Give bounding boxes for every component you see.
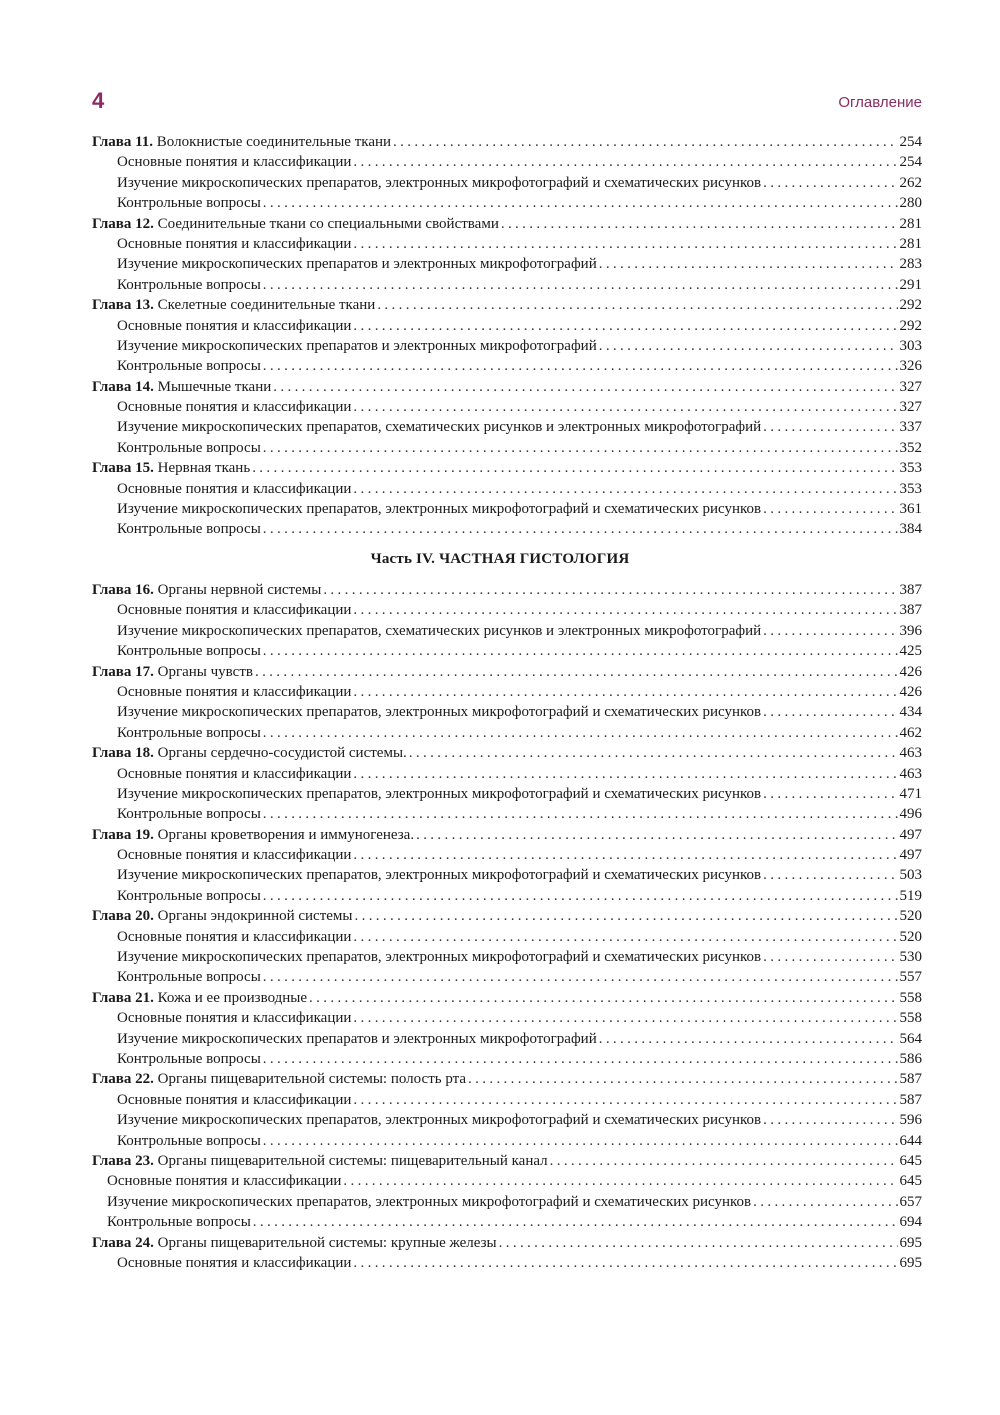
toc-entry-label	[117, 1029, 597, 1049]
dot-leader	[599, 336, 898, 356]
toc-entry-label	[92, 214, 499, 234]
dot-leader	[353, 397, 897, 417]
dot-leader	[263, 519, 898, 539]
toc-entry-label	[117, 927, 351, 947]
entry-page-number: 387	[899, 582, 922, 598]
entry-page-number: 280	[899, 195, 922, 212]
entry-title: Основные понятия и классификации	[117, 1091, 352, 1108]
dot-leader	[273, 377, 897, 397]
toc-entry-label	[117, 1008, 351, 1028]
toc-chapter-entry[interactable]	[92, 214, 922, 234]
entry-page-number: 645	[899, 1173, 922, 1190]
toc-section-entry[interactable]	[92, 1008, 922, 1028]
entry-title: Контрольные вопросы	[117, 358, 261, 375]
toc-section-entry[interactable]	[92, 600, 922, 620]
entry-title: Контрольные вопросы	[117, 1132, 261, 1149]
entry-page-number: 426	[899, 683, 922, 700]
chapter-number: Глава 14.	[92, 378, 154, 395]
dot-leader	[763, 173, 897, 193]
entry-page-number: 558	[899, 989, 922, 1006]
toc-entry-label	[117, 336, 597, 356]
toc-list-part-4	[92, 580, 922, 1273]
page-number: 4	[92, 88, 105, 113]
dot-leader	[263, 1131, 898, 1151]
dot-leader	[550, 1151, 898, 1171]
toc-section-entry[interactable]	[92, 682, 922, 702]
toc-section-entry[interactable]	[92, 152, 922, 172]
toc-section-entry[interactable]	[92, 886, 922, 906]
chapter-number: Глава 21.	[92, 989, 154, 1006]
entry-page-number: 586	[899, 1050, 922, 1067]
entry-title: Скелетные соединительные ткани	[157, 297, 376, 314]
chapter-number: Глава 23.	[92, 1152, 154, 1169]
entry-title: Нервная ткань	[157, 460, 251, 477]
entry-title: Основные понятия и классификации	[117, 480, 352, 497]
toc-section-entry[interactable]	[92, 1253, 922, 1273]
toc-section-entry[interactable]	[92, 1171, 922, 1191]
entry-page-number: 254	[899, 134, 922, 150]
toc-chapter-entry[interactable]	[92, 988, 922, 1008]
entry-title: Основные понятия и классификации	[117, 317, 352, 334]
toc-chapter-entry[interactable]	[92, 1151, 922, 1171]
toc-chapter-entry[interactable]	[92, 1069, 922, 1089]
chapter-number: Глава 22.	[92, 1071, 154, 1088]
dot-leader	[377, 295, 897, 315]
dot-leader	[263, 641, 898, 661]
toc-section-entry[interactable]	[92, 764, 922, 784]
toc-entry-label	[117, 499, 761, 519]
toc-list-part-3	[92, 132, 922, 540]
toc-entry-label	[117, 438, 261, 458]
entry-page-number: 327	[899, 399, 922, 416]
toc-entry-label	[117, 784, 761, 804]
toc-section-entry[interactable]	[92, 1212, 922, 1232]
entry-page-number: 384	[899, 521, 922, 538]
toc-section-entry[interactable]	[92, 621, 922, 641]
entry-title: Волокнистые соединительные ткани	[156, 134, 392, 150]
entry-title: Органы нервной системы	[157, 582, 322, 598]
entry-title: Контрольные вопросы	[107, 1214, 251, 1231]
toc-chapter-entry[interactable]	[92, 825, 922, 845]
chapter-number: Глава 16.	[92, 582, 154, 598]
entry-title: Основные понятия и классификации	[117, 683, 352, 700]
dot-leader	[263, 886, 898, 906]
chapter-number: Глава 11.	[92, 134, 154, 150]
entry-page-number: 462	[899, 724, 922, 741]
entry-title: Соединительные ткани со специальными свойствами	[157, 215, 499, 232]
entry-title: Изучение микроскопических препаратов, схематических рисунков и электронных микрофотографий	[117, 419, 762, 436]
entry-page-number: 695	[899, 1254, 922, 1271]
entry-page-number: 425	[899, 643, 922, 660]
toc-section-entry[interactable]	[92, 845, 922, 865]
entry-page-number: 254	[899, 154, 922, 171]
toc-entry-label	[117, 845, 351, 865]
toc-section-entry[interactable]	[92, 967, 922, 987]
entry-page-number: 353	[899, 480, 922, 497]
toc-chapter-entry[interactable]	[92, 132, 922, 152]
entry-title: Контрольные вопросы	[117, 276, 261, 293]
dot-leader	[763, 417, 897, 437]
toc-section-entry[interactable]	[92, 927, 922, 947]
entry-title: Изучение микроскопических препаратов, электронных микрофотографий и схематических рисунков	[107, 1193, 752, 1210]
entry-title: Органы сердечно-сосудистой системы.	[157, 745, 407, 762]
dot-leader	[323, 580, 897, 600]
toc-section-entry[interactable]	[92, 356, 922, 376]
toc-entry-label	[117, 397, 351, 417]
toc-section-entry[interactable]	[92, 316, 922, 336]
dot-leader	[353, 682, 897, 702]
toc-entry-label	[117, 723, 261, 743]
toc-entry-label	[92, 295, 375, 315]
entry-page-number: 557	[899, 969, 922, 986]
entry-title: Основные понятия и классификации	[117, 1010, 352, 1027]
running-head: Оглавление	[838, 94, 922, 111]
toc-entry-label	[117, 804, 261, 824]
toc-chapter-entry[interactable]	[92, 743, 922, 763]
dot-leader	[263, 1049, 898, 1069]
toc-entry-label	[117, 234, 351, 254]
dot-leader	[599, 1029, 898, 1049]
entry-page-number: 463	[899, 765, 922, 782]
toc-entry-label	[117, 1131, 261, 1151]
dot-leader	[763, 784, 897, 804]
dot-leader	[353, 927, 897, 947]
toc-entry-label	[117, 702, 761, 722]
chapter-number: Глава 18.	[92, 745, 154, 762]
toc-section-entry[interactable]	[92, 784, 922, 804]
toc-section-entry[interactable]	[92, 519, 922, 539]
entry-title: Основные понятия и классификации	[117, 928, 352, 945]
dot-leader	[353, 152, 897, 172]
entry-page-number: 695	[899, 1234, 922, 1251]
toc-entry-label	[117, 316, 351, 336]
dot-leader	[763, 621, 897, 641]
toc-entry-label	[92, 132, 391, 152]
dot-leader	[309, 988, 897, 1008]
entry-title: Изучение микроскопических препаратов, электронных микрофотографий и схематических рисунков	[117, 704, 762, 721]
entry-page-number: 503	[899, 867, 922, 884]
toc-entry-label	[92, 662, 253, 682]
toc-chapter-entry[interactable]	[92, 1233, 922, 1253]
toc-entry-label	[92, 988, 307, 1008]
toc-entry-label	[92, 1151, 548, 1171]
toc-section-entry[interactable]	[92, 1029, 922, 1049]
dot-leader	[763, 499, 897, 519]
entry-title: Контрольные вопросы	[117, 724, 261, 741]
toc-section-entry[interactable]	[92, 438, 922, 458]
toc-section-entry[interactable]	[92, 275, 922, 295]
toc-section-entry[interactable]	[92, 234, 922, 254]
entry-page-number: 291	[899, 276, 922, 293]
entry-page-number: 694	[899, 1214, 922, 1231]
toc-entry-label	[92, 1069, 466, 1089]
dot-leader	[763, 1110, 897, 1130]
toc-chapter-entry[interactable]	[92, 295, 922, 315]
toc-section-entry[interactable]	[92, 397, 922, 417]
chapter-number: Глава 19.	[92, 826, 154, 843]
entry-page-number: 352	[899, 439, 922, 456]
dot-leader	[255, 662, 898, 682]
entry-title: Контрольные вопросы	[117, 806, 261, 823]
toc-entry-label	[117, 193, 261, 213]
entry-page-number: 520	[899, 928, 922, 945]
dot-leader	[409, 743, 898, 763]
dot-leader	[263, 356, 898, 376]
entry-title: Изучение микроскопических препаратов и электронных микрофотографий	[117, 337, 597, 354]
toc-entry-label	[117, 641, 261, 661]
toc-section-entry[interactable]	[92, 702, 922, 722]
entry-page-number: 497	[899, 847, 922, 864]
entry-page-number: 496	[899, 806, 922, 823]
entry-title: Основные понятия и классификации	[117, 602, 352, 619]
toc-entry-label	[92, 825, 414, 845]
toc-section-entry[interactable]	[92, 1110, 922, 1130]
entry-title: Изучение микроскопических препаратов, электронных микрофотографий и схематических рисунков	[117, 949, 762, 966]
entry-title: Органы пищеварительной системы: пищеварительный канал	[157, 1152, 548, 1169]
dot-leader	[343, 1171, 897, 1191]
chapter-number: Глава 13.	[92, 297, 154, 314]
toc-section-entry[interactable]	[92, 1049, 922, 1069]
dot-leader	[416, 825, 897, 845]
toc-entry-label	[117, 865, 761, 885]
toc-entry-label	[117, 519, 261, 539]
toc-chapter-entry[interactable]	[92, 906, 922, 926]
entry-page-number: 564	[899, 1030, 922, 1047]
toc-entry-label	[117, 621, 761, 641]
dot-leader	[763, 702, 897, 722]
entry-page-number: 281	[899, 215, 922, 232]
entry-page-number: 520	[899, 908, 922, 925]
dot-leader	[263, 193, 898, 213]
dot-leader	[263, 723, 898, 743]
dot-leader	[263, 275, 898, 295]
entry-title: Изучение микроскопических препаратов, электронных микрофотографий и схематических рисунков	[117, 174, 762, 191]
entry-title: Контрольные вопросы	[117, 521, 261, 538]
dot-leader	[393, 132, 897, 152]
chapter-number: Глава 12.	[92, 215, 154, 232]
entry-page-number: 326	[899, 358, 922, 375]
dot-leader	[599, 254, 898, 274]
toc-section-entry[interactable]	[92, 1131, 922, 1151]
toc-chapter-entry[interactable]	[92, 580, 922, 600]
toc-entry-label	[117, 173, 761, 193]
toc-entry-label	[92, 580, 321, 600]
dot-leader	[252, 458, 897, 478]
toc-entry-label	[117, 417, 761, 437]
toc-entry-label	[117, 886, 261, 906]
entry-page-number: 327	[899, 378, 922, 395]
toc-entry-label	[107, 1212, 251, 1232]
entry-title: Изучение микроскопических препаратов и электронных микрофотографий	[117, 256, 597, 273]
dot-leader	[353, 234, 897, 254]
chapter-number: Глава 24.	[92, 1234, 154, 1251]
entry-title: Органы пищеварительной системы: крупные железы	[157, 1234, 497, 1251]
entry-page-number: 596	[899, 1112, 922, 1129]
entry-page-number: 361	[899, 501, 922, 518]
entry-title: Основные понятия и классификации	[117, 1254, 352, 1271]
toc-section-entry[interactable]	[92, 804, 922, 824]
entry-title: Контрольные вопросы	[117, 439, 261, 456]
part-heading: Часть IV. ЧАСТНАЯ ГИСТОЛОГИЯ	[370, 551, 630, 567]
entry-page-number: 292	[899, 317, 922, 334]
toc-section-entry[interactable]	[92, 479, 922, 499]
dot-leader	[753, 1192, 897, 1212]
toc-chapter-entry[interactable]	[92, 458, 922, 478]
dot-leader	[353, 1253, 897, 1273]
entry-title: Основные понятия и классификации	[117, 765, 352, 782]
toc-chapter-entry[interactable]	[92, 377, 922, 397]
entry-title: Изучение микроскопических препаратов, электронных микрофотографий и схематических рисунков	[117, 501, 762, 518]
entry-page-number: 644	[899, 1132, 922, 1149]
toc-entry-label	[117, 967, 261, 987]
entry-page-number: 530	[899, 949, 922, 966]
entry-page-number: 587	[899, 1091, 922, 1108]
dot-leader	[263, 967, 898, 987]
entry-title: Изучение микроскопических препаратов, электронных микрофотографий и схематических рисунков	[117, 867, 762, 884]
entry-page-number: 426	[899, 663, 922, 680]
toc-entry-label	[92, 906, 353, 926]
toc-section-entry[interactable]	[92, 641, 922, 661]
entry-title: Изучение микроскопических препаратов, электронных микрофотографий и схематических рисунков	[117, 1112, 762, 1129]
dot-leader	[353, 1090, 897, 1110]
dot-leader	[263, 804, 898, 824]
entry-title: Контрольные вопросы	[117, 969, 261, 986]
toc-section-entry[interactable]	[92, 865, 922, 885]
entry-title: Изучение микроскопических препаратов, электронных микрофотографий и схематических рисунков	[117, 785, 762, 802]
entry-page-number: 337	[899, 419, 922, 436]
entry-title: Основные понятия и классификации	[117, 235, 352, 252]
entry-page-number: 292	[899, 297, 922, 314]
entry-page-number: 471	[899, 785, 922, 802]
entry-page-number: 387	[899, 602, 922, 619]
entry-title: Основные понятия и классификации	[107, 1173, 342, 1190]
toc-entry-label	[117, 1253, 351, 1273]
toc-entry-label	[117, 1110, 761, 1130]
toc-entry-label	[92, 743, 407, 763]
dot-leader	[763, 947, 897, 967]
toc-section-entry[interactable]	[92, 723, 922, 743]
entry-title: Органы чувств	[157, 663, 253, 680]
entry-page-number: 497	[899, 826, 922, 843]
entry-title: Основные понятия и классификации	[117, 847, 352, 864]
chapter-number: Глава 15.	[92, 460, 154, 477]
toc-entry-label	[117, 254, 597, 274]
toc-entry-label	[92, 458, 250, 478]
toc-entry-label	[117, 152, 351, 172]
toc-section-entry[interactable]	[92, 1192, 922, 1212]
dot-leader	[353, 479, 897, 499]
entry-title: Контрольные вопросы	[117, 195, 261, 212]
entry-title: Органы пищеварительной системы: полость рта	[157, 1071, 467, 1088]
dot-leader	[501, 214, 898, 234]
entry-title: Изучение микроскопических препаратов, схематических рисунков и электронных микрофотографий	[117, 622, 762, 639]
entry-title: Органы кроветворения и иммуногенеза.	[157, 826, 415, 843]
entry-page-number: 657	[899, 1193, 922, 1210]
entry-page-number: 303	[899, 337, 922, 354]
entry-page-number: 283	[899, 256, 922, 273]
entry-title: Мышечные ткани	[157, 378, 272, 395]
entry-page-number: 396	[899, 622, 922, 639]
toc-entry-label	[107, 1171, 341, 1191]
toc-section-entry[interactable]	[92, 336, 922, 356]
entry-page-number: 353	[899, 460, 922, 477]
toc-section-entry[interactable]	[92, 417, 922, 437]
entry-page-number: 519	[899, 887, 922, 904]
dot-leader	[355, 906, 898, 926]
entry-page-number: 434	[899, 704, 922, 721]
dot-leader	[353, 764, 897, 784]
dot-leader	[499, 1233, 898, 1253]
entry-page-number: 281	[899, 235, 922, 252]
toc-entry-label	[117, 479, 351, 499]
toc-section-entry[interactable]	[92, 499, 922, 519]
entry-page-number: 262	[899, 174, 922, 191]
entry-page-number: 587	[899, 1071, 922, 1088]
toc-section-entry[interactable]	[92, 1090, 922, 1110]
toc-entry-label	[117, 1090, 351, 1110]
toc-section-entry[interactable]	[92, 193, 922, 213]
dot-leader	[253, 1212, 898, 1232]
toc-entry-label	[117, 1049, 261, 1069]
toc-entry-label	[92, 377, 271, 397]
entry-title: Кожа и ее производные	[157, 989, 308, 1006]
toc-section-entry[interactable]	[92, 254, 922, 274]
entry-title: Контрольные вопросы	[117, 1050, 261, 1067]
entry-title: Основные понятия и классификации	[117, 154, 352, 171]
dot-leader	[353, 316, 897, 336]
entry-page-number: 558	[899, 1010, 922, 1027]
toc-entry-label	[117, 356, 261, 376]
chapter-number: Глава 20.	[92, 908, 154, 925]
entry-title: Изучение микроскопических препаратов и электронных микрофотографий	[117, 1030, 597, 1047]
toc-entry-label	[117, 600, 351, 620]
dot-leader	[763, 865, 897, 885]
entry-title: Контрольные вопросы	[117, 887, 261, 904]
entry-title: Основные понятия и классификации	[117, 399, 352, 416]
toc-chapter-entry[interactable]	[92, 662, 922, 682]
toc-entry-label	[117, 947, 761, 967]
entry-title: Органы эндокринной системы	[157, 908, 353, 925]
dot-leader	[353, 1008, 897, 1028]
dot-leader	[353, 600, 897, 620]
toc-entry-label	[117, 275, 261, 295]
toc-entry-label	[107, 1192, 751, 1212]
toc-section-entry[interactable]	[92, 947, 922, 967]
toc-entry-label	[117, 764, 351, 784]
entry-page-number: 645	[899, 1152, 922, 1169]
entry-title: Контрольные вопросы	[117, 643, 261, 660]
toc-entry-label	[92, 1233, 497, 1253]
chapter-number: Глава 17.	[92, 663, 154, 680]
entry-page-number: 463	[899, 745, 922, 762]
toc-entry-label	[117, 682, 351, 702]
dot-leader	[468, 1069, 897, 1089]
dot-leader	[263, 438, 898, 458]
toc-section-entry[interactable]	[92, 173, 922, 193]
dot-leader	[353, 845, 897, 865]
